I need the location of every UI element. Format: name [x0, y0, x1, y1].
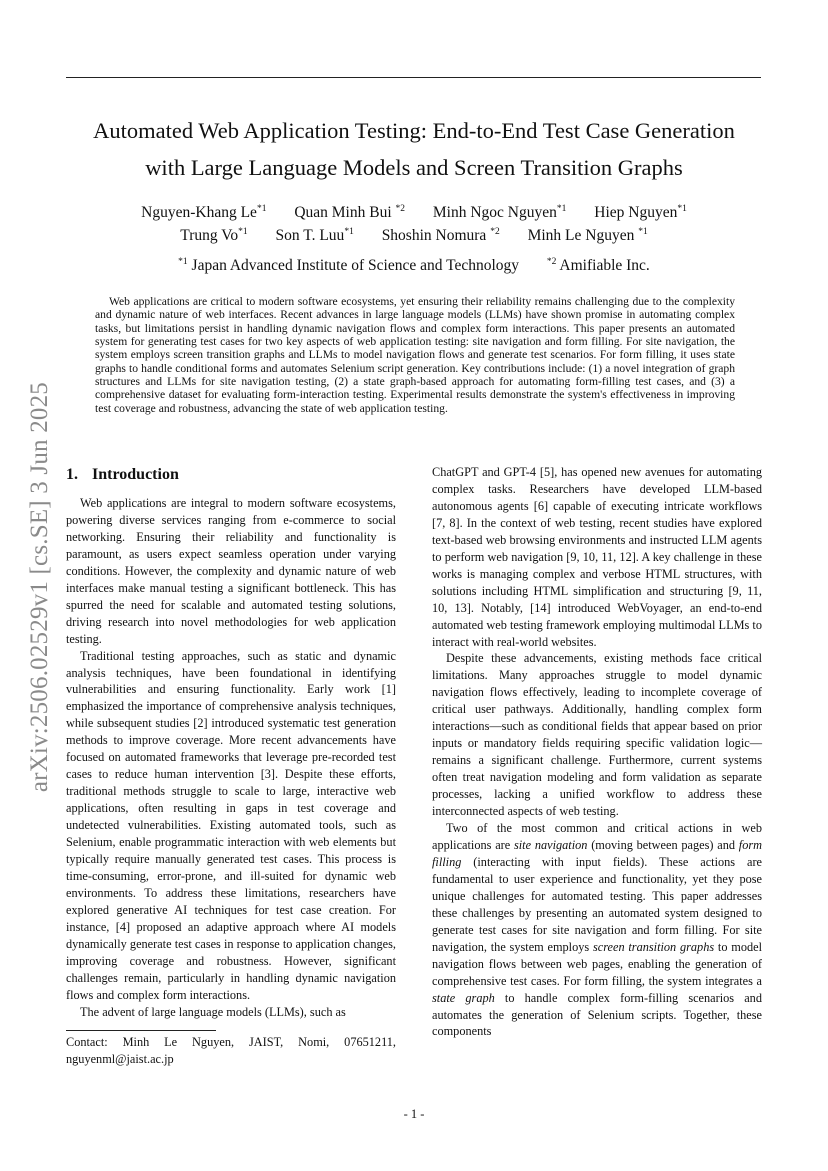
paragraph: Two of the most common and critical actions in web applications are site navigation (moving between pages) and form filling (interacting with input fields). These actions are fundamental to user experience and functionality, yet they pose unique challenges for automated testing. This paper addresses these challenges by presenting an automated system designed to generate test cases for site navigation and form filling. For site navigation, the system employs screen transition graphs to model navigation flows between web pages, enabling the generation of comprehensive test cases. For form filling, the system integrates a state graph to handle complex form-filling scenarios and automates the generation of Selenium scripts. Together, these components: [432, 821, 763, 1039]
author-row-2: [60, 224, 768, 247]
author: Trung Vo$^{*1}$: [180, 226, 248, 244]
author: Hiep Nguyen$^{*1}$: [594, 203, 687, 221]
section-heading: 1. Introduction: [66, 466, 179, 483]
arxiv-identifier: arXiv:2506.02529v1 [cs.SE] 3 Jun 2025: [26, 381, 53, 793]
left-column: [66, 464, 396, 1021]
author-row-1: [60, 201, 768, 224]
contact-footnote: Contact: Minh Le Nguyen, JAIST, Nomi, 07651211, nguyenml@jaist.ac.jp: [66, 1035, 396, 1066]
page-number: - 1 -: [403, 1107, 425, 1121]
author: Quan Minh Bui $^{*2}$: [294, 203, 405, 221]
top-rule: [66, 77, 761, 78]
paragraph: The advent of large language models (LLMs), such as: [80, 1004, 346, 1019]
title-line-2: with Large Language Models and Screen Transition Graphs: [145, 155, 683, 180]
paragraph: Traditional testing approaches, such as static and dynamic analysis techniques, have been foundational in identifying vulnerabilities and ensuring functionality. Early work [1] emphasized the importance of comprehensive analysis techniques, while subsequent studies [2] introduced systematic test generation methods to improve coverage. More recent advancements have focused on automated frameworks that leverage pre-recorded test cases to reduce human intervention [3]. Despite these efforts, traditional methods struggle to scale to large, interactive web applications, often resulting in gaps in test coverage and undetected vulnerabilities. Existing automated tools, such as Selenium, enable programmatic interaction with web elements but typically require manually generated test cases. This process is time-consuming, error-prone, and ill-suited for dynamic web environments. To address these limitations, researchers have explored generative AI techniques for test case creation. For instance, [4] proposed an adaptive approach where AI models dynamically generate test cases in response to application changes, improving coverage and robustness. However, significant challenges remain, particularly in handling dynamic navigation flows and complex form interactions.: [66, 648, 396, 1002]
footnote-rule: [66, 1030, 216, 1031]
paragraph: Web applications are integral to modern software ecosystems, powering diverse services ranging from e-commerce to social networking. Ensuring their reliability and functionality is paramount, as users expect seamless operation under varying conditions. However, the complexity and dynamic nature of web interfaces make manual testing a significant bottleneck. This has spurred the need for scalable and automated testing solutions, driving research into novel methodologies for web application testing.: [66, 496, 396, 646]
author: Son T. Luu$^{*1}$: [275, 226, 354, 244]
title-line-1: Automated Web Application Testing: End-to-End Test Case Generation: [93, 118, 735, 143]
affiliation: $^{*1}$ Japan Advanced Institute of Science and Technology: [178, 256, 520, 274]
author: Minh Ngoc Nguyen$^{*1}$: [432, 203, 567, 221]
author-list: [60, 201, 768, 247]
affiliations: [60, 255, 768, 277]
arxiv-sidebar: [18, 352, 62, 822]
author: Shoshin Nomura $^{*2}$: [381, 226, 500, 244]
abstract: Web applications are critical to modern software ecosystems, yet ensuring their reliability remains challenging due to the complexity and dynamic nature of web interfaces. Recent advances in large language models (LLMs) have shown promise in automating complex tasks, but limitations persist in handling dynamic navigation flows and complex form interactions. This paper presents an automated system for generating test cases for two key aspects of web application testing: site navigation and form filling. For site navigation, the system employs screen transition graphs and LLMs to model navigation flows and generate test scenarios. For form filling, it uses state graphs to handle conditional forms and automates Selenium script generation. Key contributions include: (1) a novel integration of graph structures and LLMs for site navigation testing, (2) a state graph-based approach for automating form-filling test cases, and (3) a comprehensive dataset for evaluating form-interaction testing. Experimental results demonstrate the system's effectiveness in improving test coverage and robustness, advancing the state of web application testing.: [95, 295, 735, 415]
author: Minh Le Nguyen $^{*1}$: [527, 226, 648, 244]
paper-title: [60, 112, 768, 186]
paragraph: ChatGPT and GPT-4 [5], has opened new avenues for automating complex tasks. Researchers have developed LLM-based autonomous agents [6] capable of executing intricate workflows [7, 8]. In the context of web testing, recent studies have explored text-based web browsing environments and instructed LLM agents to perform web navigation [9, 10, 11, 12]. A key challenge in these works is managing complex and verbose HTML structures, with solutions including HTML simplification and structuring [9, 11, 10, 13]. Notably, [14] introduced WebVoyager, an end-to-end automated web testing framework employing multimodal LLMs to interact with real-world websites.: [432, 465, 762, 649]
paragraph: Despite these advancements, existing methods face critical limitations. Many approaches struggle to model dynamic navigation flows effectively, leading to incomplete coverage of critical user pathways. Additionally, handling complex form interactions—such as conditional fields that appear based on prior inputs or mandatory fields requiring specific validation logic—remains a significant challenge. Furthermore, current systems often treat navigation modeling and form validation as separate processes, lacking a unified workflow to address these interconnected aspects of web testing.: [432, 651, 762, 819]
right-column: [432, 464, 762, 1040]
affiliation: $^{*2}$ Amifiable Inc.: [546, 256, 650, 274]
author: Nguyen-Khang Le$^{*1}$: [141, 203, 267, 221]
